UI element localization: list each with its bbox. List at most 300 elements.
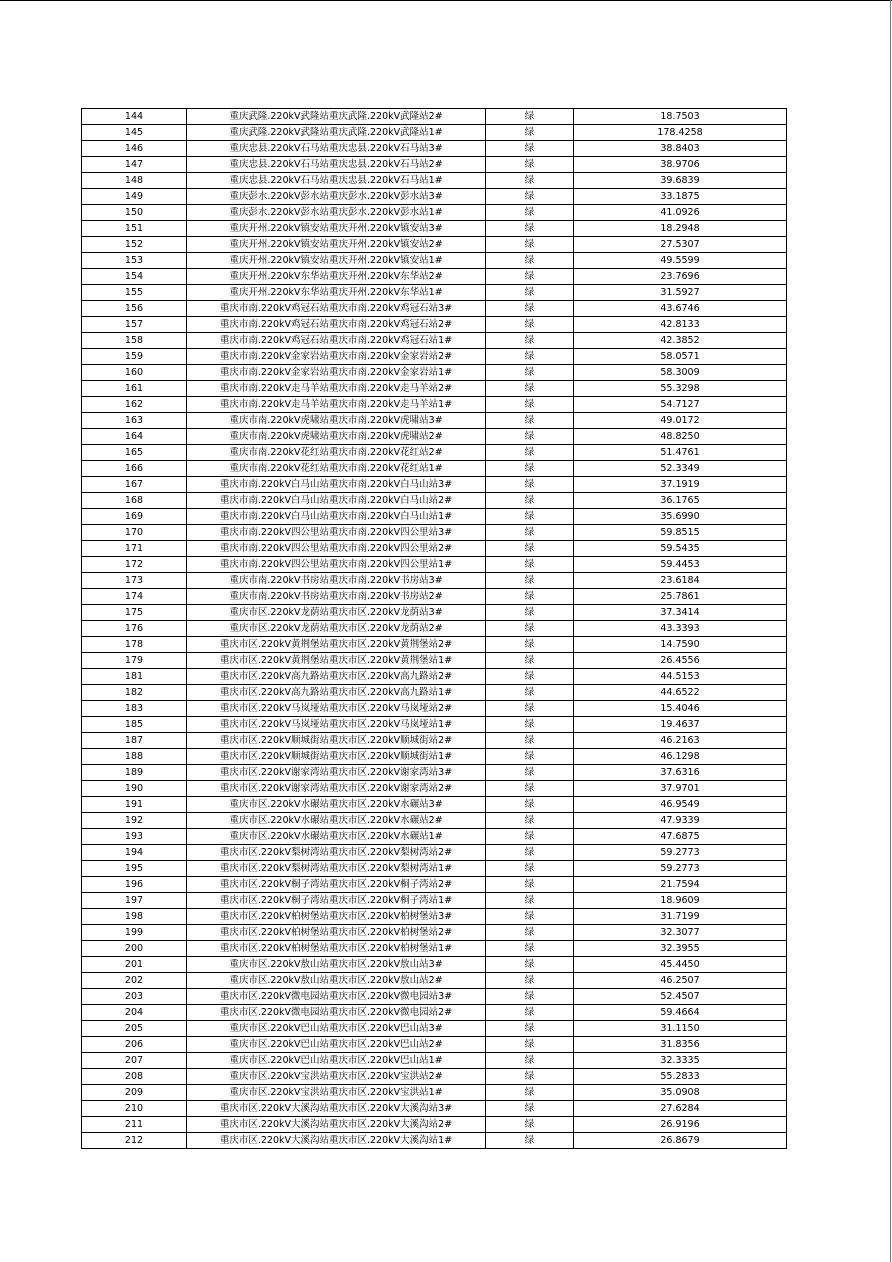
station-name-cell: 重庆市南.220kV白马山站重庆市南.220kV白马山站3#: [187, 477, 486, 493]
status-color-cell: 绿: [486, 925, 574, 941]
value-cell: 25.7861: [574, 589, 787, 605]
table-row: [82, 589, 787, 605]
value-cell: 54.7127: [574, 397, 787, 413]
station-name-cell: 重庆市区.220kV水碾站重庆市区.220kV水碾站2#: [187, 813, 486, 829]
table-row: [82, 1117, 787, 1133]
status-color-cell: 绿: [486, 781, 574, 797]
status-color-cell: 绿: [486, 365, 574, 381]
status-color-cell: 绿: [486, 765, 574, 781]
station-name-cell: 重庆市区.220kV梨树湾站重庆市区.220kV梨树湾站2#: [187, 845, 486, 861]
status-color-cell: 绿: [486, 909, 574, 925]
row-number-cell: 208: [82, 1069, 187, 1085]
value-cell: 26.4556: [574, 653, 787, 669]
status-color-cell: 绿: [486, 1101, 574, 1117]
status-color-cell: 绿: [486, 861, 574, 877]
status-color-cell: 绿: [486, 429, 574, 445]
value-cell: 41.0926: [574, 205, 787, 221]
station-name-cell: 重庆忠县.220kV石马站重庆忠县.220kV石马站3#: [187, 141, 486, 157]
table-row: [82, 1085, 787, 1101]
value-cell: 58.0571: [574, 349, 787, 365]
status-color-cell: 绿: [486, 381, 574, 397]
value-cell: 46.2507: [574, 973, 787, 989]
table-row: [82, 1133, 787, 1149]
value-cell: 37.6316: [574, 765, 787, 781]
row-number-cell: 205: [82, 1021, 187, 1037]
table-row: [82, 1101, 787, 1117]
value-cell: 59.2773: [574, 861, 787, 877]
row-number-cell: 207: [82, 1053, 187, 1069]
status-color-cell: 绿: [486, 573, 574, 589]
status-color-cell: 绿: [486, 189, 574, 205]
status-color-cell: 绿: [486, 605, 574, 621]
row-number-cell: 168: [82, 493, 187, 509]
status-color-cell: 绿: [486, 685, 574, 701]
station-name-cell: 重庆彭水.220kV彭水站重庆彭水.220kV彭水站1#: [187, 205, 486, 221]
value-cell: 27.6284: [574, 1101, 787, 1117]
station-name-cell: 重庆市区.220kV微电园站重庆市区.220kV微电园站2#: [187, 1005, 486, 1021]
row-number-cell: 182: [82, 685, 187, 701]
data-sheet: [81, 108, 786, 1149]
status-color-cell: 绿: [486, 445, 574, 461]
value-cell: 46.1298: [574, 749, 787, 765]
data-table: [81, 108, 787, 1149]
station-name-cell: 重庆市南.220kV鸡冠石站重庆市南.220kV鸡冠石站2#: [187, 317, 486, 333]
status-color-cell: 绿: [486, 333, 574, 349]
row-number-cell: 173: [82, 573, 187, 589]
station-name-cell: 重庆市南.220kV四公里站重庆市南.220kV四公里站2#: [187, 541, 486, 557]
status-color-cell: 绿: [486, 653, 574, 669]
row-number-cell: 193: [82, 829, 187, 845]
row-number-cell: 200: [82, 941, 187, 957]
value-cell: 33.1875: [574, 189, 787, 205]
station-name-cell: 重庆市区.220kV马岚垭站重庆市区.220kV马岚垭站2#: [187, 701, 486, 717]
table-row: [82, 525, 787, 541]
table-row: [82, 861, 787, 877]
station-name-cell: 重庆市区.220kV柏树堡站重庆市区.220kV柏树堡站2#: [187, 925, 486, 941]
table-row: [82, 141, 787, 157]
row-number-cell: 158: [82, 333, 187, 349]
station-name-cell: 重庆市区.220kV马岚垭站重庆市区.220kV马岚垭站1#: [187, 717, 486, 733]
table-row: [82, 685, 787, 701]
page-right-border: [890, 0, 891, 1262]
value-cell: 49.5599: [574, 253, 787, 269]
status-color-cell: 绿: [486, 1085, 574, 1101]
status-color-cell: 绿: [486, 397, 574, 413]
status-color-cell: 绿: [486, 941, 574, 957]
value-cell: 51.4761: [574, 445, 787, 461]
value-cell: 59.4453: [574, 557, 787, 573]
table-row: [82, 957, 787, 973]
row-number-cell: 155: [82, 285, 187, 301]
table-row: [82, 1037, 787, 1053]
table-row: [82, 1053, 787, 1069]
table-row: [82, 333, 787, 349]
value-cell: 31.5927: [574, 285, 787, 301]
value-cell: 52.4507: [574, 989, 787, 1005]
status-color-cell: 绿: [486, 749, 574, 765]
value-cell: 32.3955: [574, 941, 787, 957]
table-row: [82, 717, 787, 733]
status-color-cell: 绿: [486, 637, 574, 653]
table-row: [82, 381, 787, 397]
table-row: [82, 477, 787, 493]
value-cell: 45.4450: [574, 957, 787, 973]
value-cell: 15.4046: [574, 701, 787, 717]
row-number-cell: 197: [82, 893, 187, 909]
value-cell: 48.8250: [574, 429, 787, 445]
row-number-cell: 161: [82, 381, 187, 397]
station-name-cell: 重庆市南.220kV鸡冠石站重庆市南.220kV鸡冠石站1#: [187, 333, 486, 349]
table-row: [82, 1021, 787, 1037]
value-cell: 55.2833: [574, 1069, 787, 1085]
value-cell: 49.0172: [574, 413, 787, 429]
station-name-cell: 重庆市区.220kV大溪沟站重庆市区.220kV大溪沟站3#: [187, 1101, 486, 1117]
station-name-cell: 重庆市区.220kV顺城街站重庆市区.220kV顺城街站1#: [187, 749, 486, 765]
status-color-cell: 绿: [486, 797, 574, 813]
row-number-cell: 153: [82, 253, 187, 269]
table-row: [82, 541, 787, 557]
row-number-cell: 201: [82, 957, 187, 973]
value-cell: 18.9609: [574, 893, 787, 909]
value-cell: 36.1765: [574, 493, 787, 509]
value-cell: 44.5153: [574, 669, 787, 685]
value-cell: 31.1150: [574, 1021, 787, 1037]
status-color-cell: 绿: [486, 109, 574, 125]
row-number-cell: 152: [82, 237, 187, 253]
table-row: [82, 445, 787, 461]
status-color-cell: 绿: [486, 493, 574, 509]
value-cell: 43.3393: [574, 621, 787, 637]
value-cell: 14.7590: [574, 637, 787, 653]
value-cell: 18.2948: [574, 221, 787, 237]
row-number-cell: 204: [82, 1005, 187, 1021]
status-color-cell: 绿: [486, 157, 574, 173]
status-color-cell: 绿: [486, 717, 574, 733]
table-row: [82, 125, 787, 141]
row-number-cell: 179: [82, 653, 187, 669]
station-name-cell: 重庆市区.220kV谢家湾站重庆市区.220kV谢家湾站3#: [187, 765, 486, 781]
station-name-cell: 重庆市区.220kV柏树堡站重庆市区.220kV柏树堡站1#: [187, 941, 486, 957]
row-number-cell: 147: [82, 157, 187, 173]
row-number-cell: 199: [82, 925, 187, 941]
table-row: [82, 557, 787, 573]
row-number-cell: 149: [82, 189, 187, 205]
table-row: [82, 349, 787, 365]
table-row: [82, 205, 787, 221]
status-color-cell: 绿: [486, 893, 574, 909]
row-number-cell: 160: [82, 365, 187, 381]
status-color-cell: 绿: [486, 509, 574, 525]
value-cell: 52.3349: [574, 461, 787, 477]
row-number-cell: 211: [82, 1117, 187, 1133]
value-cell: 47.9339: [574, 813, 787, 829]
station-name-cell: 重庆市区.220kV桐子湾站重庆市区.220kV桐子湾站1#: [187, 893, 486, 909]
row-number-cell: 164: [82, 429, 187, 445]
row-number-cell: 145: [82, 125, 187, 141]
status-color-cell: 绿: [486, 461, 574, 477]
row-number-cell: 183: [82, 701, 187, 717]
status-color-cell: 绿: [486, 1069, 574, 1085]
value-cell: 44.6522: [574, 685, 787, 701]
row-number-cell: 195: [82, 861, 187, 877]
status-color-cell: 绿: [486, 253, 574, 269]
station-name-cell: 重庆市区.220kV巴山站重庆市区.220kV巴山站1#: [187, 1053, 486, 1069]
row-number-cell: 187: [82, 733, 187, 749]
station-name-cell: 重庆市区.220kV水碾站重庆市区.220kV水碾站1#: [187, 829, 486, 845]
table-row: [82, 701, 787, 717]
value-cell: 26.9196: [574, 1117, 787, 1133]
value-cell: 31.7199: [574, 909, 787, 925]
value-cell: 23.6184: [574, 573, 787, 589]
value-cell: 55.3298: [574, 381, 787, 397]
station-name-cell: 重庆市南.220kV走马羊站重庆市南.220kV走马羊站1#: [187, 397, 486, 413]
row-number-cell: 194: [82, 845, 187, 861]
table-row: [82, 237, 787, 253]
station-name-cell: 重庆开州.220kV镇安站重庆开州.220kV镇安站1#: [187, 253, 486, 269]
station-name-cell: 重庆市南.220kV白马山站重庆市南.220kV白马山站2#: [187, 493, 486, 509]
status-color-cell: 绿: [486, 221, 574, 237]
row-number-cell: 146: [82, 141, 187, 157]
status-color-cell: 绿: [486, 813, 574, 829]
table-row: [82, 573, 787, 589]
status-color-cell: 绿: [486, 349, 574, 365]
status-color-cell: 绿: [486, 621, 574, 637]
table-row: [82, 1005, 787, 1021]
row-number-cell: 170: [82, 525, 187, 541]
status-color-cell: 绿: [486, 317, 574, 333]
station-name-cell: 重庆市区.220kV桐子湾站重庆市区.220kV桐子湾站2#: [187, 877, 486, 893]
value-cell: 43.6746: [574, 301, 787, 317]
table-row: [82, 925, 787, 941]
value-cell: 37.1919: [574, 477, 787, 493]
table-row: [82, 781, 787, 797]
table-row: [82, 461, 787, 477]
status-color-cell: 绿: [486, 541, 574, 557]
row-number-cell: 171: [82, 541, 187, 557]
station-name-cell: 重庆市区.220kV黄荆堡站重庆市区.220kV黄荆堡站1#: [187, 653, 486, 669]
value-cell: 59.8515: [574, 525, 787, 541]
status-color-cell: 绿: [486, 269, 574, 285]
table-row: [82, 221, 787, 237]
station-name-cell: 重庆市南.220kV书房站重庆市南.220kV书房站2#: [187, 589, 486, 605]
status-color-cell: 绿: [486, 845, 574, 861]
status-color-cell: 绿: [486, 413, 574, 429]
row-number-cell: 203: [82, 989, 187, 1005]
table-row: [82, 365, 787, 381]
row-number-cell: 169: [82, 509, 187, 525]
row-number-cell: 209: [82, 1085, 187, 1101]
row-number-cell: 167: [82, 477, 187, 493]
row-number-cell: 157: [82, 317, 187, 333]
station-name-cell: 重庆市区.220kV巴山站重庆市区.220kV巴山站2#: [187, 1037, 486, 1053]
row-number-cell: 188: [82, 749, 187, 765]
row-number-cell: 192: [82, 813, 187, 829]
station-name-cell: 重庆市南.220kV四公里站重庆市南.220kV四公里站3#: [187, 525, 486, 541]
value-cell: 59.5435: [574, 541, 787, 557]
status-color-cell: 绿: [486, 829, 574, 845]
table-row: [82, 509, 787, 525]
status-color-cell: 绿: [486, 477, 574, 493]
row-number-cell: 150: [82, 205, 187, 221]
value-cell: 47.6875: [574, 829, 787, 845]
value-cell: 46.2163: [574, 733, 787, 749]
value-cell: 19.4637: [574, 717, 787, 733]
row-number-cell: 156: [82, 301, 187, 317]
value-cell: 38.8403: [574, 141, 787, 157]
station-name-cell: 重庆市区.220kV宝洪站重庆市区.220kV宝洪站1#: [187, 1085, 486, 1101]
row-number-cell: 165: [82, 445, 187, 461]
value-cell: 32.3335: [574, 1053, 787, 1069]
status-color-cell: 绿: [486, 589, 574, 605]
table-row: [82, 669, 787, 685]
table-row: [82, 189, 787, 205]
status-color-cell: 绿: [486, 141, 574, 157]
station-name-cell: 重庆市区.220kV高九路站重庆市区.220kV高九路站2#: [187, 669, 486, 685]
status-color-cell: 绿: [486, 1117, 574, 1133]
table-row: [82, 269, 787, 285]
station-name-cell: 重庆市区.220kV谢家湾站重庆市区.220kV谢家湾站2#: [187, 781, 486, 797]
status-color-cell: 绿: [486, 525, 574, 541]
value-cell: 46.9549: [574, 797, 787, 813]
row-number-cell: 163: [82, 413, 187, 429]
station-name-cell: 重庆市区.220kV微电园站重庆市区.220kV微电园站3#: [187, 989, 486, 1005]
row-number-cell: 148: [82, 173, 187, 189]
status-color-cell: 绿: [486, 125, 574, 141]
row-number-cell: 185: [82, 717, 187, 733]
table-row: [82, 413, 787, 429]
row-number-cell: 196: [82, 877, 187, 893]
table-row: [82, 173, 787, 189]
station-name-cell: 重庆市区.220kV宝洪站重庆市区.220kV宝洪站2#: [187, 1069, 486, 1085]
row-number-cell: 189: [82, 765, 187, 781]
table-row: [82, 653, 787, 669]
status-color-cell: 绿: [486, 557, 574, 573]
station-name-cell: 重庆市区.220kV巴山站重庆市区.220kV巴山站3#: [187, 1021, 486, 1037]
row-number-cell: 212: [82, 1133, 187, 1149]
row-number-cell: 144: [82, 109, 187, 125]
station-name-cell: 重庆开州.220kV东华站重庆开州.220kV东华站1#: [187, 285, 486, 301]
value-cell: 35.0908: [574, 1085, 787, 1101]
value-cell: 31.8356: [574, 1037, 787, 1053]
value-cell: 59.2773: [574, 845, 787, 861]
table-body: [82, 109, 787, 1149]
table-row: [82, 845, 787, 861]
row-number-cell: 191: [82, 797, 187, 813]
status-color-cell: 绿: [486, 989, 574, 1005]
row-number-cell: 172: [82, 557, 187, 573]
station-name-cell: 重庆市区.220kV龙荫站重庆市区.220kV龙荫站2#: [187, 621, 486, 637]
table-row: [82, 893, 787, 909]
table-row: [82, 829, 787, 845]
status-color-cell: 绿: [486, 1037, 574, 1053]
row-number-cell: 202: [82, 973, 187, 989]
value-cell: 39.6839: [574, 173, 787, 189]
status-color-cell: 绿: [486, 1133, 574, 1149]
row-number-cell: 175: [82, 605, 187, 621]
station-name-cell: 重庆市南.220kV花红站重庆市南.220kV花红站1#: [187, 461, 486, 477]
table-row: [82, 973, 787, 989]
table-row: [82, 909, 787, 925]
station-name-cell: 重庆武隆.220kV武隆站重庆武隆.220kV武隆站1#: [187, 125, 486, 141]
status-color-cell: 绿: [486, 733, 574, 749]
table-row: [82, 733, 787, 749]
value-cell: 42.8133: [574, 317, 787, 333]
row-number-cell: 198: [82, 909, 187, 925]
page-top-border: [0, 0, 892, 1]
table-row: [82, 605, 787, 621]
station-name-cell: 重庆市区.220kV大溪沟站重庆市区.220kV大溪沟站2#: [187, 1117, 486, 1133]
station-name-cell: 重庆市区.220kV梨树湾站重庆市区.220kV梨树湾站1#: [187, 861, 486, 877]
status-color-cell: 绿: [486, 1021, 574, 1037]
row-number-cell: 162: [82, 397, 187, 413]
row-number-cell: 166: [82, 461, 187, 477]
station-name-cell: 重庆市南.220kV书房站重庆市南.220kV书房站3#: [187, 573, 486, 589]
status-color-cell: 绿: [486, 669, 574, 685]
table-row: [82, 429, 787, 445]
station-name-cell: 重庆市南.220kV花红站重庆市南.220kV花红站2#: [187, 445, 486, 461]
station-name-cell: 重庆市南.220kV白马山站重庆市南.220kV白马山站1#: [187, 509, 486, 525]
table-row: [82, 157, 787, 173]
station-name-cell: 重庆市南.220kV虎啸站重庆市南.220kV虎啸站3#: [187, 413, 486, 429]
status-color-cell: 绿: [486, 205, 574, 221]
row-number-cell: 159: [82, 349, 187, 365]
value-cell: 38.9706: [574, 157, 787, 173]
status-color-cell: 绿: [486, 173, 574, 189]
table-row: [82, 493, 787, 509]
status-color-cell: 绿: [486, 973, 574, 989]
status-color-cell: 绿: [486, 301, 574, 317]
station-name-cell: 重庆市南.220kV走马羊站重庆市南.220kV走马羊站2#: [187, 381, 486, 397]
table-row: [82, 749, 787, 765]
table-row: [82, 1069, 787, 1085]
value-cell: 37.3414: [574, 605, 787, 621]
table-row: [82, 797, 787, 813]
row-number-cell: 206: [82, 1037, 187, 1053]
value-cell: 58.3009: [574, 365, 787, 381]
station-name-cell: 重庆市南.220kV金家岩站重庆市南.220kV金家岩站1#: [187, 365, 486, 381]
station-name-cell: 重庆市区.220kV敖山站重庆市区.220kV敖山站2#: [187, 973, 486, 989]
table-row: [82, 637, 787, 653]
row-number-cell: 178: [82, 637, 187, 653]
table-row: [82, 397, 787, 413]
station-name-cell: 重庆市南.220kV虎啸站重庆市南.220kV虎啸站2#: [187, 429, 486, 445]
table-row: [82, 317, 787, 333]
table-row: [82, 877, 787, 893]
status-color-cell: 绿: [486, 957, 574, 973]
station-name-cell: 重庆武隆.220kV武隆站重庆武隆.220kV武隆站2#: [187, 109, 486, 125]
station-name-cell: 重庆开州.220kV东华站重庆开州.220kV东华站2#: [187, 269, 486, 285]
station-name-cell: 重庆市区.220kV敖山站重庆市区.220kV敖山站3#: [187, 957, 486, 973]
station-name-cell: 重庆开州.220kV镇安站重庆开州.220kV镇安站2#: [187, 237, 486, 253]
status-color-cell: 绿: [486, 1005, 574, 1021]
table-row: [82, 989, 787, 1005]
table-row: [82, 621, 787, 637]
value-cell: 42.3852: [574, 333, 787, 349]
table-row: [82, 765, 787, 781]
station-name-cell: 重庆市区.220kV水碾站重庆市区.220kV水碾站3#: [187, 797, 486, 813]
table-row: [82, 285, 787, 301]
station-name-cell: 重庆市区.220kV高九路站重庆市区.220kV高九路站1#: [187, 685, 486, 701]
value-cell: 21.7594: [574, 877, 787, 893]
station-name-cell: 重庆市区.220kV柏树堡站重庆市区.220kV柏树堡站3#: [187, 909, 486, 925]
station-name-cell: 重庆市区.220kV龙荫站重庆市区.220kV龙荫站3#: [187, 605, 486, 621]
station-name-cell: 重庆市区.220kV大溪沟站重庆市区.220kV大溪沟站1#: [187, 1133, 486, 1149]
status-color-cell: 绿: [486, 1053, 574, 1069]
value-cell: 27.5307: [574, 237, 787, 253]
table-row: [82, 253, 787, 269]
station-name-cell: 重庆市南.220kV金家岩站重庆市南.220kV金家岩站2#: [187, 349, 486, 365]
row-number-cell: 181: [82, 669, 187, 685]
